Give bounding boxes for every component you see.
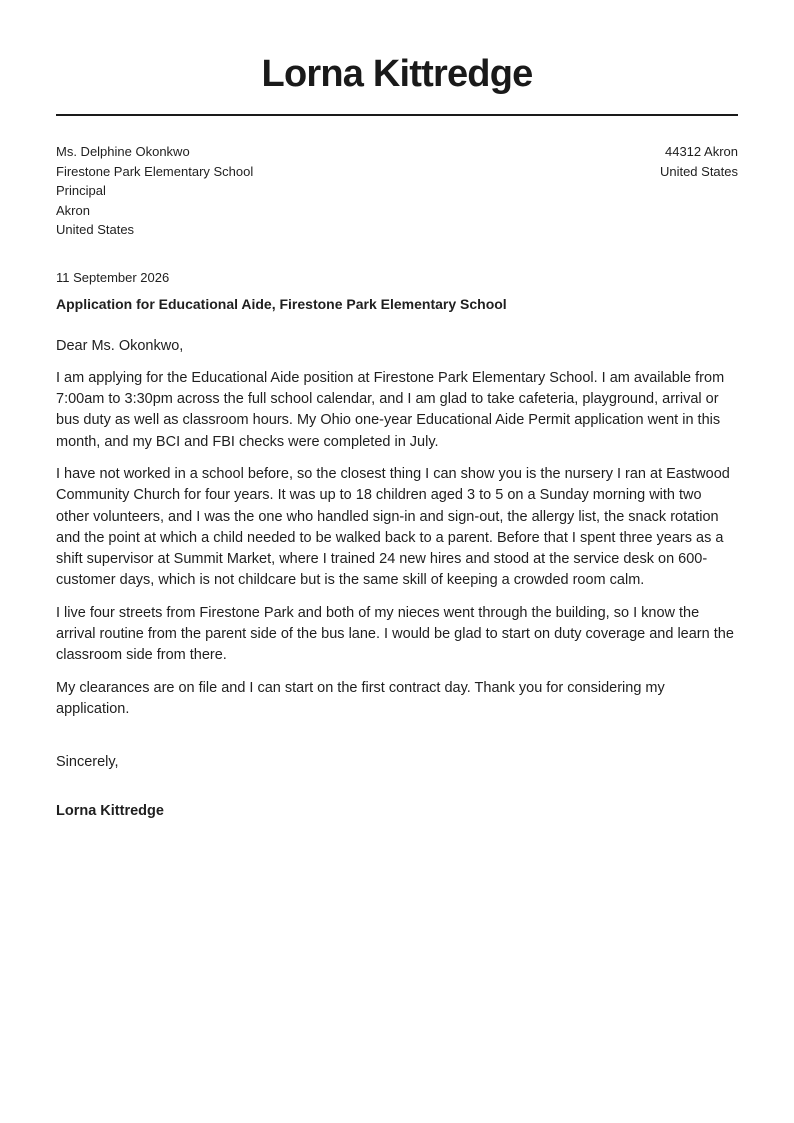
body-paragraph-4: My clearances are on file and I can start on the first contract day. Thank you for considering my application. [56,679,665,717]
salutation: Dear Ms. Okonkwo, [56,337,184,354]
recipient-organization: Firestone Park Elementary School [56,163,254,179]
recipient-name: Ms. Delphine Okonkwo [56,144,190,159]
recipient-address [56,142,253,240]
letter-subject: Application for Educational Aide, Firestone Park Elementary School [56,295,507,312]
recipient-country: United States [56,222,135,237]
closing: Sincerely, [56,754,119,771]
recipient-city: Akron [56,202,90,218]
body-paragraph-1: I am applying for the Educational Aide position at Firestone Park Elementary School. I am available from 7:00am to 3:30pm across the full school calendar, and I am glad to take cafeteria, playground, arrival or bus duty as well as classroom hours. My Ohio one-year Educational Aide Permit application went in this month, and my BCI and FBI checks were completed in July. [56,369,725,450]
signature-name: Lorna Kittredge [56,803,164,820]
recipient-title: Principal [56,183,106,198]
sender-postal-city: 44312 Akron [664,144,738,159]
address-block [56,142,738,240]
body-paragraph-3: I live four streets from Firestone Park and both of my nieces went through the building, so I know the arrival routine from the parent side of the bus lane. I would be glad to start on duty coverage and learn the classroom side from there. [56,604,734,664]
sender-country: United States [659,163,738,179]
body-paragraph-2: I have not worked in a school before, so the closest thing I can show you is the nursery I ran at Eastwood Community Church for four years. It was up to 18 children aged 3 to 5 on a Sunday morning with two other volunteers, and I was the one who handled sign-in and sign-out, the allergy list, the snack rotation and the point at which a child needed to be walked back to a parent. Before that I spent three years as a shift supervisor at Summit Market, where I trained 24 new hires and stood at the service desk on 600-customer days, which is not childcare but is the same skill of keeping a crowded room calm. [56,465,730,589]
letter-date: 11 September 2026 [56,269,170,285]
header-divider [56,114,738,116]
applicant-name-heading: Lorna Kittredge [261,53,533,95]
sender-address [660,142,738,240]
